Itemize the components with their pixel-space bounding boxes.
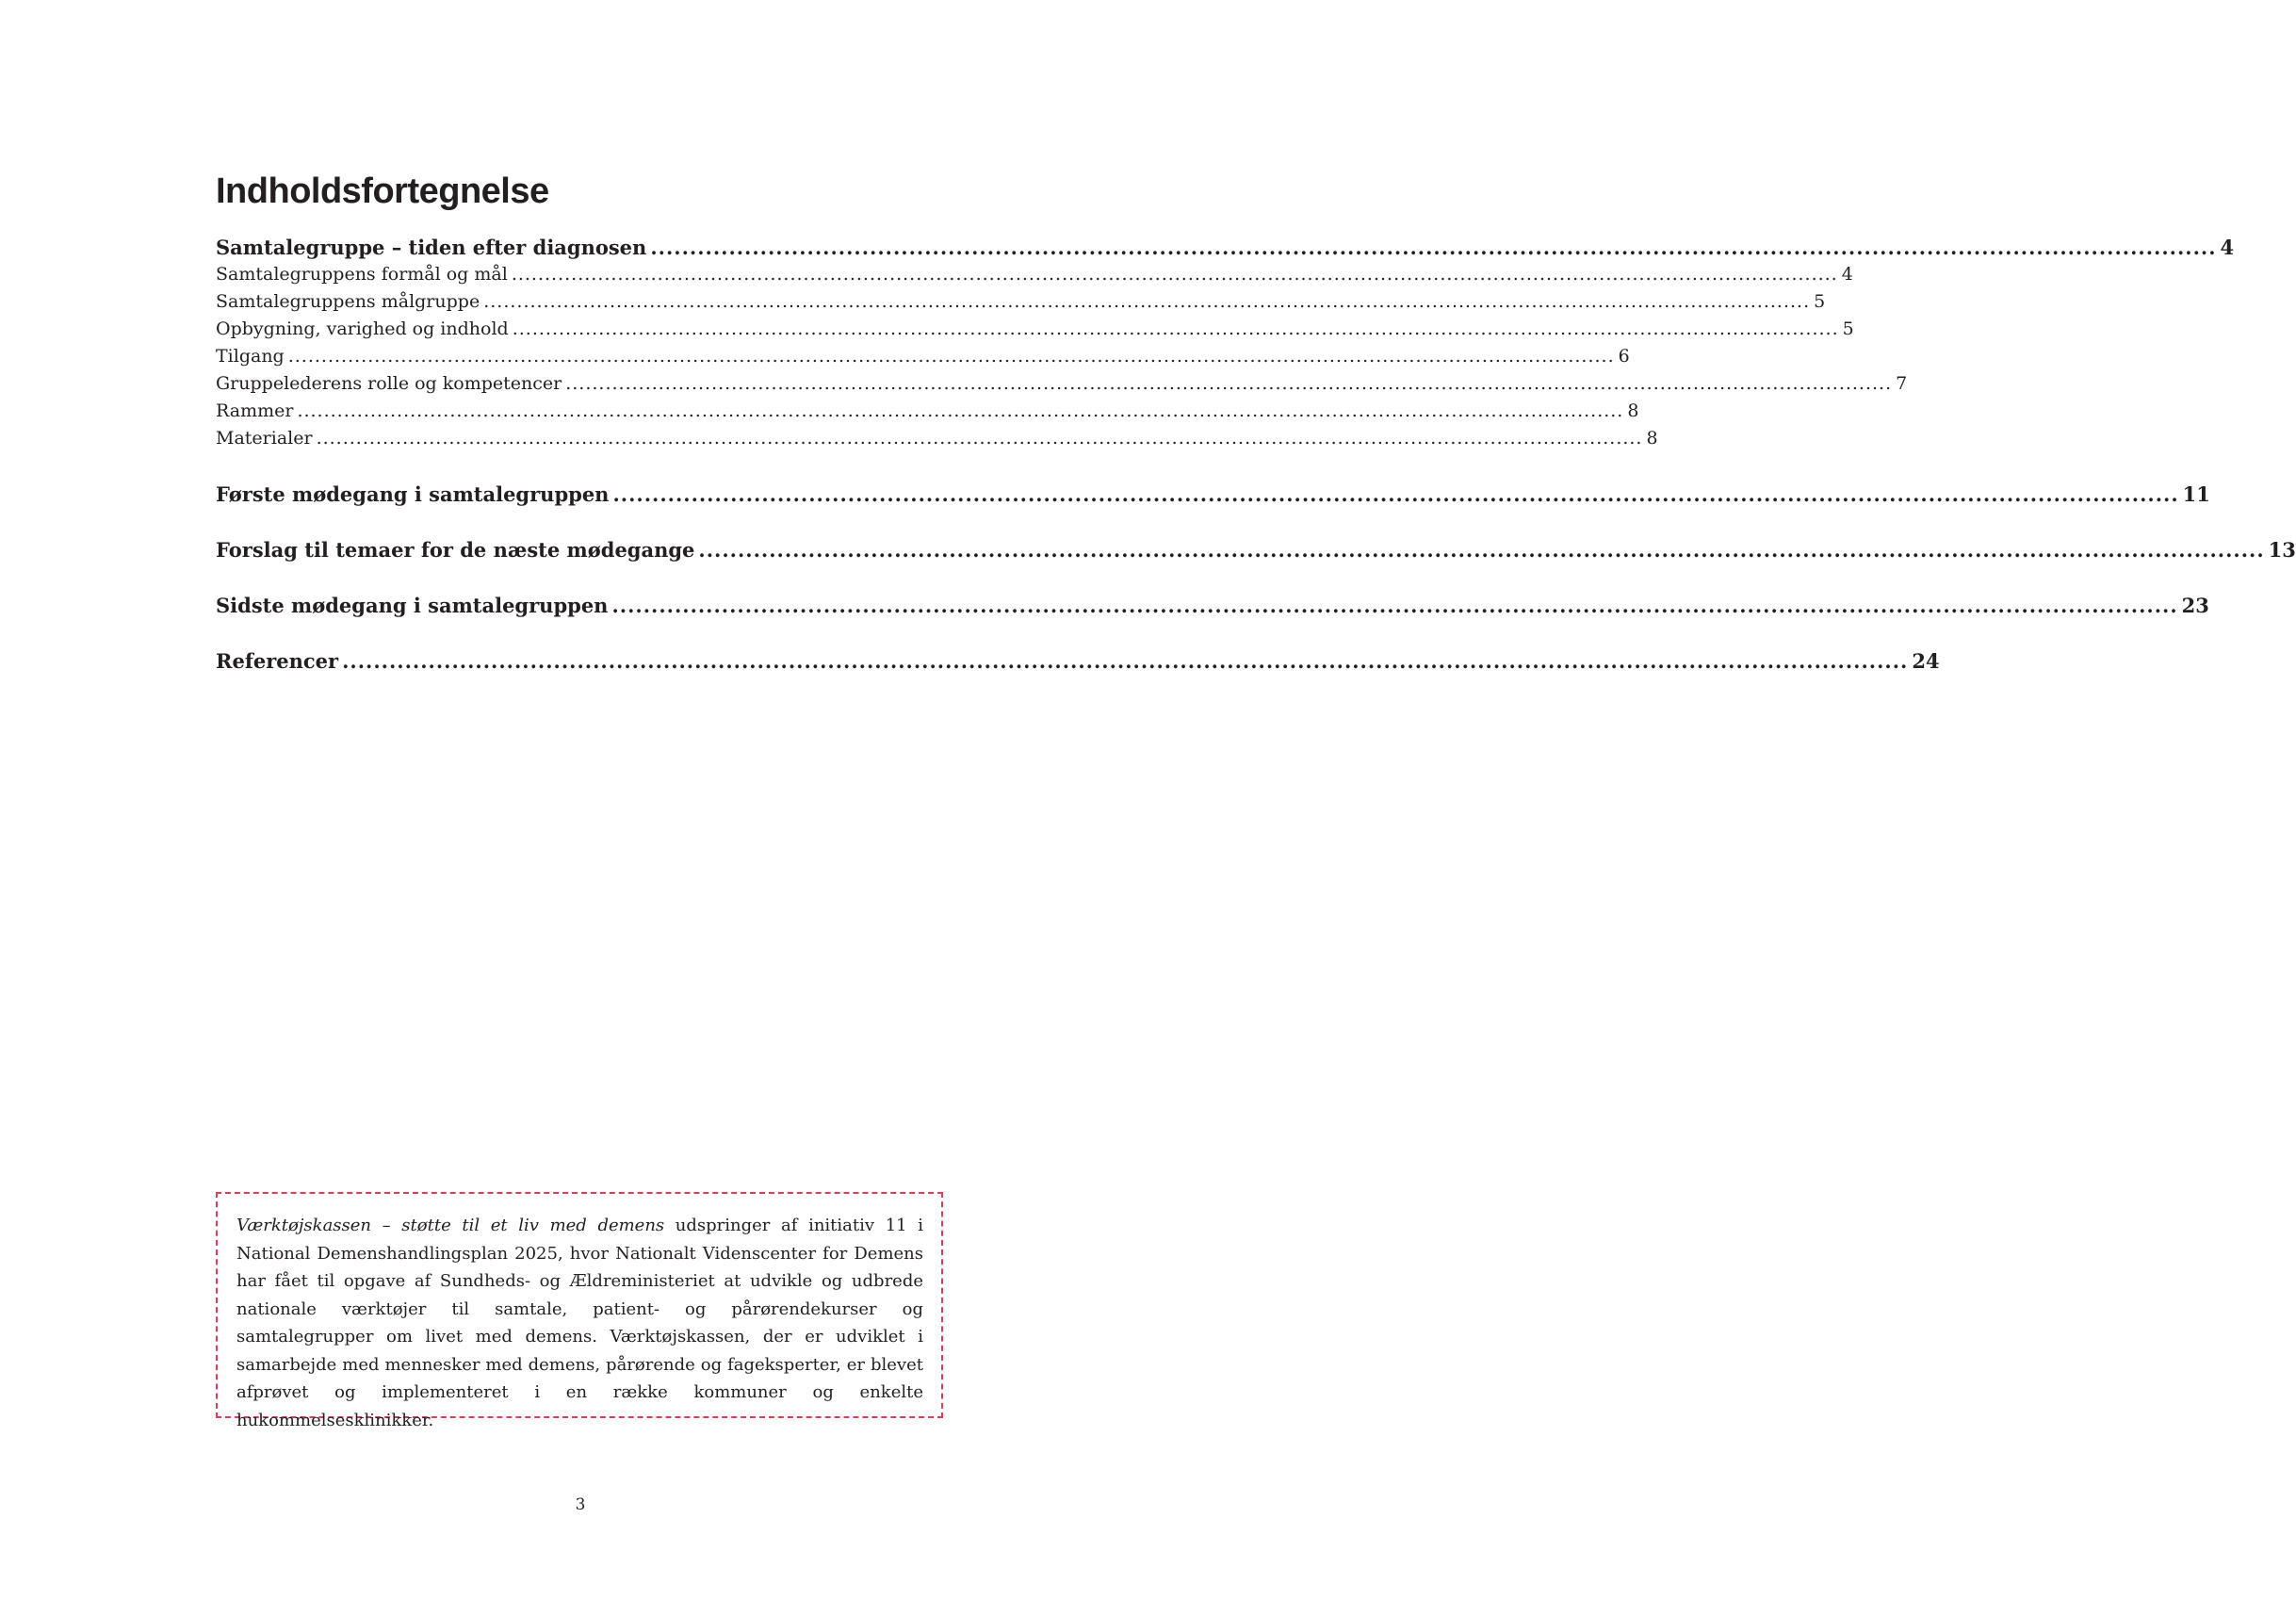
toc-entry-label: Samtalegruppens målgruppe	[216, 291, 480, 312]
toc-entry-page: 5	[1842, 318, 1854, 339]
page-title: Indholdsfortegnelse	[216, 171, 549, 211]
toc-entry-label: Gruppelederens rolle og kompetencer	[216, 373, 562, 394]
toc-entry-label: Samtalegruppens formål og mål	[216, 264, 508, 285]
toc-entry-label: Samtalegruppe – tiden efter diagnosen	[216, 236, 647, 259]
toc-entry-page: 8	[1646, 428, 1658, 449]
toc-entry[interactable]	[216, 482, 2210, 511]
toc-entry-label: Referencer	[216, 649, 339, 673]
toc-entry[interactable]	[216, 291, 1826, 318]
toc-entry-page: 4	[1841, 264, 1853, 285]
toc-entry[interactable]	[216, 428, 1658, 455]
toc-entry[interactable]	[216, 264, 1853, 291]
toc-entry[interactable]	[216, 318, 1854, 346]
toc-entry[interactable]	[216, 400, 1639, 428]
toc-entry-label: Forslag til temaer for de næste mødegange	[216, 538, 695, 562]
toc-dot-leader: ........................................................................................................................................................................................................	[511, 264, 1838, 285]
toc-entry-label: Tilgang	[216, 346, 285, 367]
toc-dot-leader: ........................................................................................................................................................................................................	[287, 346, 1615, 367]
info-text	[236, 1212, 923, 1434]
toc-dot-leader: ........................................................................................................................................................................................................	[650, 236, 2217, 259]
toc-entry[interactable]	[216, 236, 2235, 264]
toc-dot-leader: ........................................................................................................................................................................................................	[565, 373, 1893, 394]
toc-dot-leader: ........................................................................................................................................................................................................	[483, 291, 1811, 312]
toc-entry[interactable]	[216, 346, 1630, 373]
toc-entry-label: Opbygning, varighed og indhold	[216, 318, 509, 339]
info-body: udspringer af initiativ 11 i National Demenshandlingsplan 2025, hvor Nationalt Videnscenter for Demens har fået til opgave af Sundheds- og Ældreministeriet at udvikle og udbrede nationale værktøjer til samtale, patient- og pårørendekurser og samtalegrupper om livet med demens. Værktøjskassen, der er udviklet i samarbejde med mennesker med demens, pårørende og fageksperter, er blevet afprøvet og implementeret i en række kommuner og enkelte hukommelsesklinikker.	[236, 1216, 923, 1430]
toc-entry-label: Første mødegang i samtalegruppen	[216, 482, 610, 506]
toc-dot-leader: ........................................................................................................................................................................................................	[512, 318, 1839, 339]
toc-entry-page: 5	[1814, 291, 1826, 312]
page-number: 3	[575, 1495, 586, 1514]
toc-dot-leader: ........................................................................................................................................................................................................	[342, 649, 1909, 673]
toc-entry-page: 24	[1912, 649, 1940, 673]
toc-dot-leader: ........................................................................................................................................................................................................	[611, 594, 2178, 617]
toc-dot-leader: ........................................................................................................................................................................................................	[297, 400, 1624, 421]
toc-entry-page: 13	[2268, 538, 2296, 562]
info-box	[216, 1192, 943, 1430]
toc-dot-leader: ........................................................................................................................................................................................................	[316, 428, 1643, 449]
toc-dot-leader: ........................................................................................................................................................................................................	[698, 538, 2265, 562]
toc-entry[interactable]	[216, 594, 2209, 622]
toc-entry-label: Rammer	[216, 400, 294, 421]
toc-entry-label: Materialer	[216, 428, 313, 449]
info-italic-title: Værktøjskassen – støtte til et liv med demens	[236, 1216, 665, 1235]
toc-entry-page: 23	[2181, 594, 2209, 617]
toc-entry-label: Sidste mødegang i samtalegruppen	[216, 594, 609, 617]
table-of-contents	[216, 236, 2296, 678]
toc-entry-page: 7	[1896, 373, 1908, 394]
toc-entry[interactable]	[216, 538, 2296, 566]
toc-entry-page: 6	[1618, 346, 1630, 367]
toc-entry[interactable]	[216, 373, 1908, 400]
toc-entry[interactable]	[216, 649, 1940, 678]
toc-entry-page: 4	[2220, 236, 2235, 259]
toc-entry-page: 11	[2182, 482, 2210, 506]
toc-entry-page: 8	[1627, 400, 1639, 421]
toc-dot-leader: ........................................................................................................................................................................................................	[612, 482, 2179, 506]
